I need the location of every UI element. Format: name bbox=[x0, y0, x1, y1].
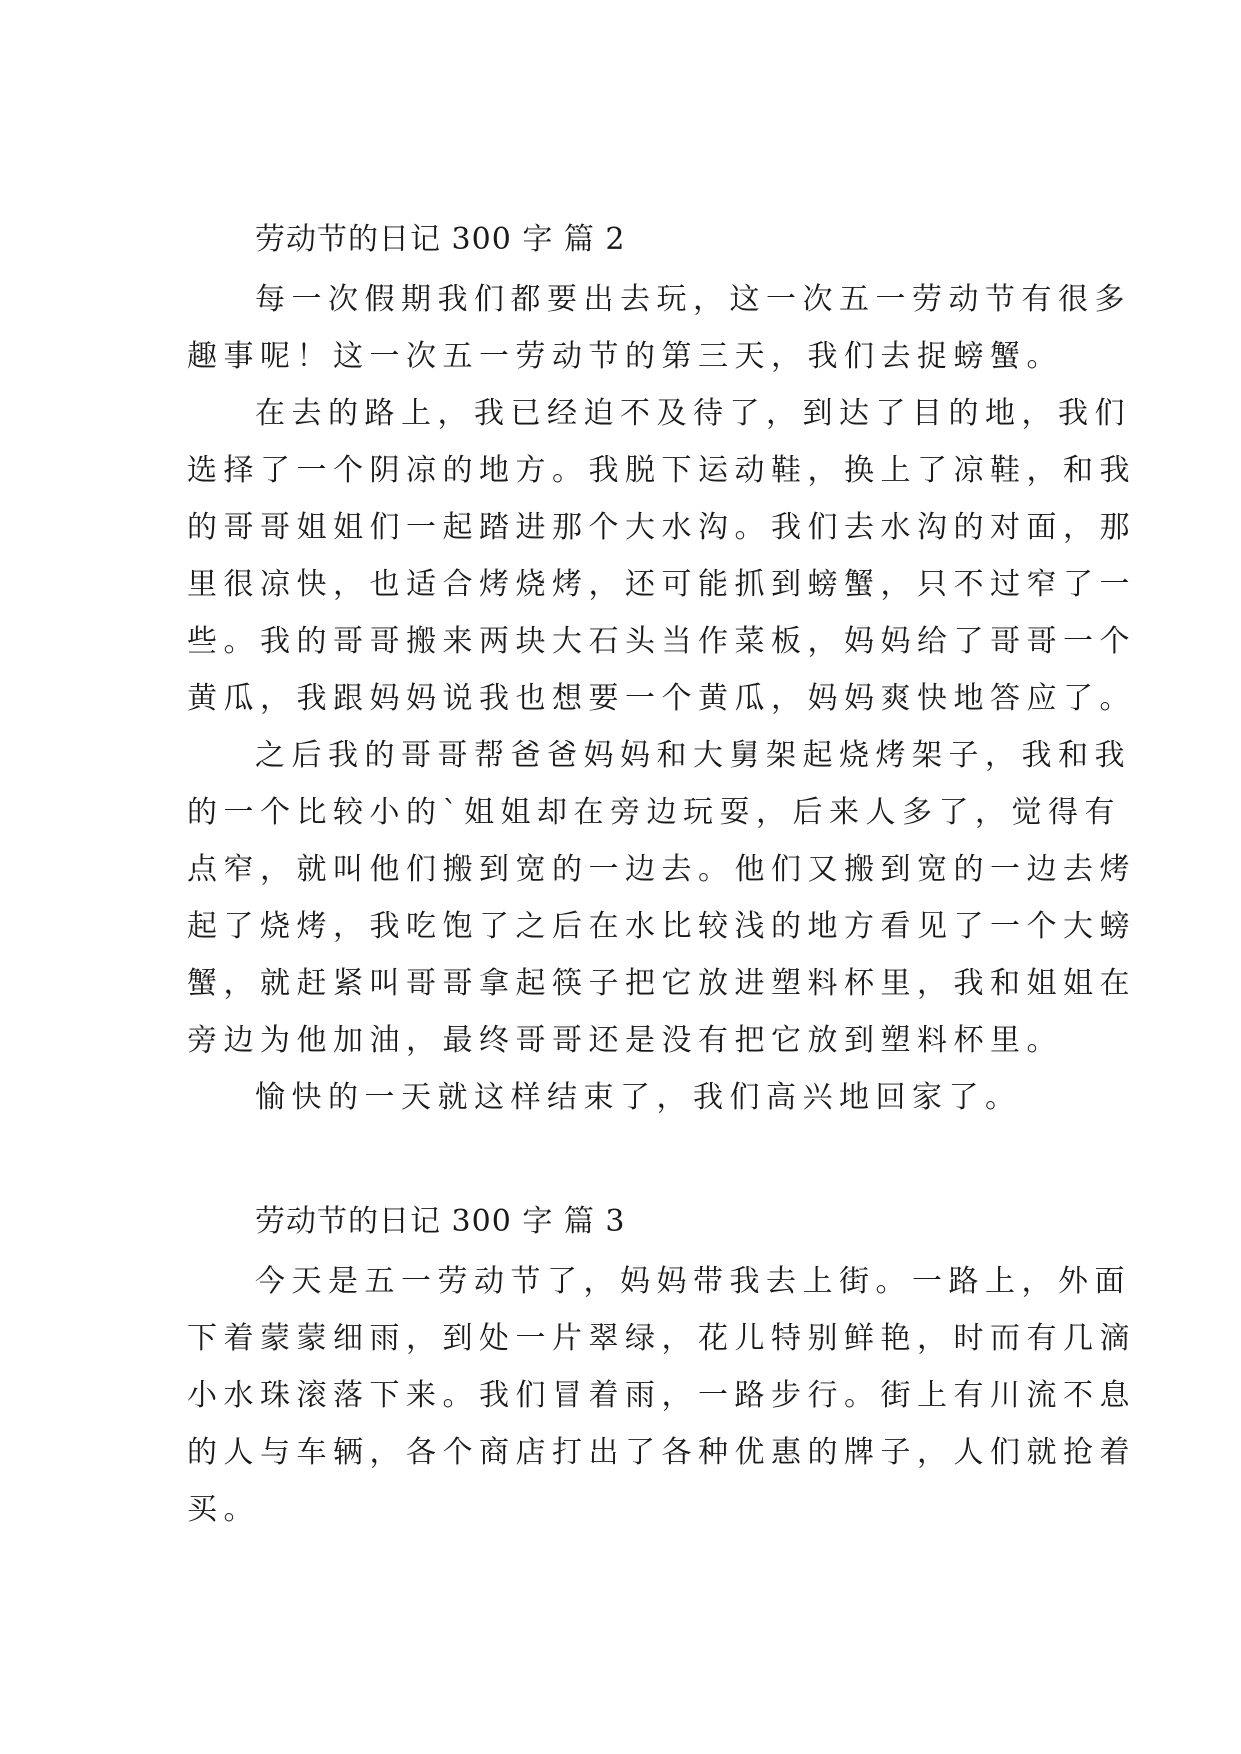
section-2-title: 劳动节的日记 300 字 篇 2 bbox=[255, 222, 626, 257]
paragraph-line: 之后我的哥哥帮爸爸妈妈和大舅架起烧烤架子，我和我 bbox=[255, 738, 1131, 773]
paragraph-line: 今天是五一劳动节了，妈妈带我去上街。一路上，外面 bbox=[255, 1264, 1131, 1299]
section-3-title: 劳动节的日记 300 字 篇 3 bbox=[255, 1204, 626, 1239]
paragraph-line: 选择了一个阴凉的地方。我脱下运动鞋，换上了凉鞋，和我 bbox=[187, 453, 1136, 488]
paragraph-line: 趣事呢！这一次五一劳动节的第三天，我们去捉螃蟹。 bbox=[187, 339, 1063, 374]
paragraph-line: 旁边为他加油，最终哥哥还是没有把它放到塑料杯里。 bbox=[187, 1023, 1063, 1058]
paragraph-line: 在去的路上，我已经迫不及待了，到达了目的地，我们 bbox=[255, 396, 1131, 431]
paragraph-line: 愉快的一天就这样结束了，我们高兴地回家了。 bbox=[255, 1080, 1022, 1115]
paragraph-line: 起了烧烤，我吃饱了之后在水比较浅的地方看见了一个大螃 bbox=[187, 909, 1136, 944]
paragraph-line: 黄瓜，我跟妈妈说我也想要一个黄瓜，妈妈爽快地答应了。 bbox=[187, 681, 1136, 716]
paragraph-line: 小水珠滚落下来。我们冒着雨，一路步行。街上有川流不息 bbox=[187, 1378, 1136, 1413]
paragraph-line: 蟹，就赶紧叫哥哥拿起筷子把它放进塑料杯里，我和姐姐在 bbox=[187, 966, 1136, 1001]
paragraph-line: 些。我的哥哥搬来两块大石头当作菜板，妈妈给了哥哥一个 bbox=[187, 624, 1136, 659]
paragraph-line: 里很凉快，也适合烤烧烤，还可能抓到螃蟹，只不过窄了一 bbox=[187, 567, 1136, 602]
paragraph-line: 买。 bbox=[187, 1492, 260, 1527]
paragraph-line: 的人与车辆，各个商店打出了各种优惠的牌子，人们就抢着 bbox=[187, 1435, 1136, 1470]
paragraph-line: 的一个比较小的`姐姐却在旁边玩耍，后来人多了，觉得有 bbox=[187, 795, 1121, 830]
paragraph-line: 下着蒙蒙细雨，到处一片翠绿，花儿特别鲜艳，时而有几滴 bbox=[187, 1321, 1136, 1356]
paragraph-line: 点窄，就叫他们搬到宽的一边去。他们又搬到宽的一边去烤 bbox=[187, 852, 1136, 887]
paragraph-line: 每一次假期我们都要出去玩，这一次五一劳动节有很多 bbox=[255, 282, 1131, 317]
paragraph-line: 的哥哥姐姐们一起踏进那个大水沟。我们去水沟的对面，那 bbox=[187, 510, 1136, 545]
